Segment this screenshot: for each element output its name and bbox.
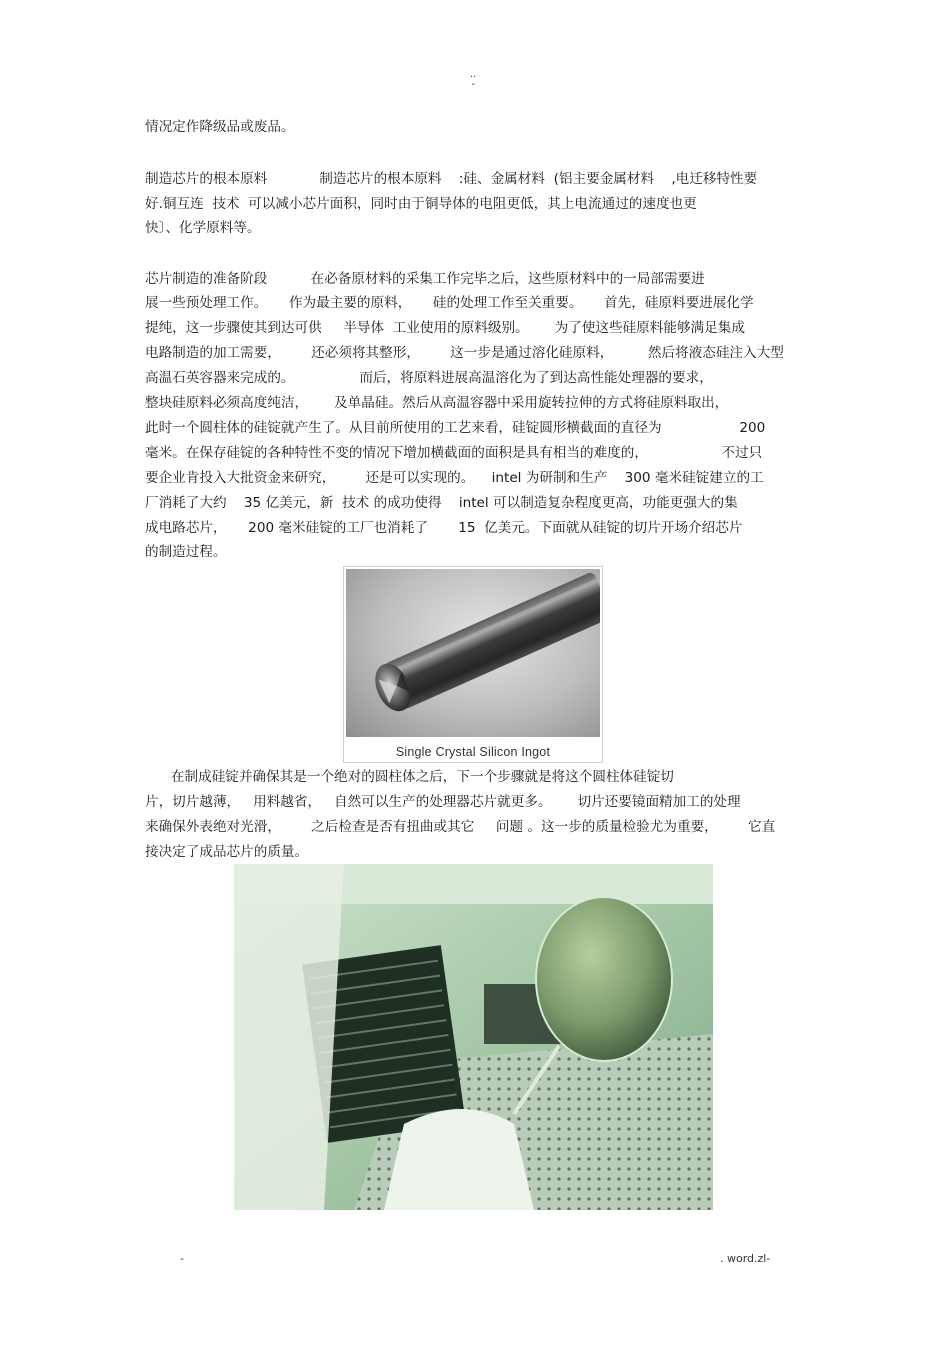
text-line: 芯片制造的准备阶段 在必备原材料的采集工作完毕之后，这些原材料中的一局部需要进 — [145, 271, 705, 287]
text-line: 在制成硅锭并确保其是一个绝对的圆柱体之后，下一个步骤就是将这个圆柱体硅锭切 — [145, 769, 674, 785]
text-line: 快〕、化学原料等。 — [145, 220, 261, 236]
silicon-ingot-figure — [343, 566, 603, 763]
text-line: 来确保外表绝对光滑， 之后检查是否有扭曲或其它 问题 。这一步的质量检验尤为重要， 它直 — [145, 819, 776, 835]
text-line: 毫米。在保存硅锭的各种特性不变的情况下增加横截面的面积是具有相当的难度的， 不过只 — [145, 445, 763, 461]
ingot-illustration — [346, 569, 600, 737]
text-line: 提纯，这一步骤使其到达可供 半导体 工业使用的原料级别。 为了使这些硅原料能够满足集成 — [145, 320, 745, 336]
text-line: 整块硅原料必须高度纯洁， 及单晶硅。然后从高温容器中采用旋转拉伸的方式将硅原料取出， — [145, 395, 729, 411]
text-line: 片，切片越薄， 用料越省， 自然可以生产的处理器芯片就更多。 切片还要镜面精加工的处理 — [145, 794, 741, 810]
silicon-ingot-photo — [346, 569, 600, 737]
text-line: 此时一个圆柱体的硅锭就产生了。从目前所使用的工艺来看，硅锭圆形横截面的直径为 200 — [145, 420, 766, 436]
text-line: 情况定作降级品或废品。 — [145, 119, 295, 135]
text-line: 要企业肯投入大批资金来研究， 还是可以实现的。 intel 为研制和生产 300 毫米硅锭建立的工 — [145, 470, 764, 486]
text-line: 高温石英容器来完成的。 而后，将原料进展高温溶化为了到达高性能处理器的要求， — [145, 370, 713, 386]
header-mark: .. - — [470, 69, 477, 90]
text-line: 的制造过程。 — [145, 544, 227, 560]
text-line: 制造芯片的根本原料 制造芯片的根本原料 :硅、金属材料 (铝主要金属材料 ,电迁移特性要 — [145, 171, 758, 187]
text-line: 展一些预处理工作。 作为最主要的原料， 硅的处理工作至关重要。 首先，硅原料要进展化学 — [145, 295, 754, 311]
text-line: 接决定了成品芯片的质量。 — [145, 844, 309, 860]
footer-source: . word.zl- — [720, 1252, 771, 1265]
text-line: 厂消耗了大约 35 亿美元，新 技术 的成功使得 intel 可以制造复杂程度更高，功能更强大的集 — [145, 495, 738, 511]
text-line: 好.铜互连 技术 可以减小芯片面积，同时由于铜导体的电阻更低，其上电流通过的速度也更 — [145, 196, 697, 212]
wafer-photo — [234, 864, 713, 1210]
text-line: 电路制造的加工需要， 还必须将其整形， 这一步是通过溶化硅原料， 然后将液态硅注入大型 — [145, 345, 784, 361]
wafer-illustration — [234, 864, 713, 1210]
footer-left: - — [180, 1252, 184, 1265]
text-line: 成电路芯片， 200 毫米硅锭的工厂也消耗了 15 亿美元。下面就从硅锭的切片开场介绍芯片 — [145, 520, 743, 536]
ingot-caption: Single Crystal Silicon Ingot — [395, 745, 551, 759]
